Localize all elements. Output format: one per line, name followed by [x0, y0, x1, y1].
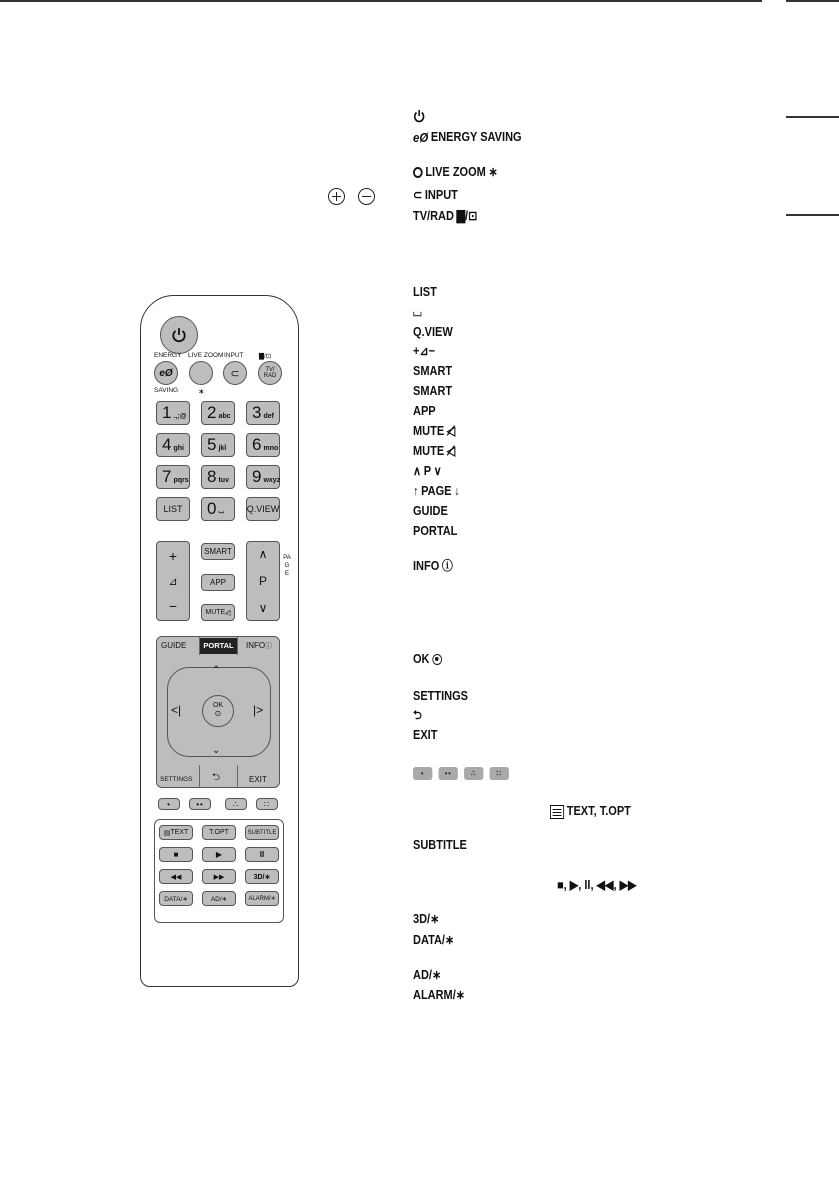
volume-down-icon[interactable]: −: [168, 598, 178, 614]
arrow-down-icon[interactable]: ⌄: [212, 745, 221, 756]
digit: 0: [207, 499, 217, 518]
info-icon: ⓘ: [441, 559, 453, 573]
legend-ok: [413, 652, 442, 667]
legend-live-zoom: [413, 165, 498, 180]
legend-text: LIVE ZOOM: [425, 165, 486, 179]
page-up-icon: ↑: [413, 484, 419, 498]
legend-text: ENERGY SAVING: [430, 130, 522, 144]
digit: 6: [252, 435, 262, 454]
legend-info: [413, 559, 453, 574]
back-icon: ⮌: [413, 708, 422, 722]
portal-button[interactable]: PORTAL: [200, 638, 237, 654]
number-button-7[interactable]: [156, 465, 190, 489]
number-button-2[interactable]: [201, 401, 235, 425]
input-button[interactable]: [223, 361, 247, 385]
page-down-icon: ↓: [454, 484, 460, 498]
legend-text: Q.VIEW: [413, 325, 453, 339]
alarm-button[interactable]: ALARM/∗: [245, 891, 279, 906]
number-button-3[interactable]: [246, 401, 280, 425]
legend-exit: [413, 728, 437, 743]
legend-text: SUBTITLE: [413, 838, 467, 852]
saving-label: SAVING: [154, 387, 179, 394]
legend-text: INFO: [413, 559, 440, 573]
side-tab-rule-top: [786, 116, 839, 118]
mute-icon: ◁̸: [446, 444, 456, 458]
back-button[interactable]: ⮌: [212, 772, 221, 783]
power-button[interactable]: [160, 316, 198, 354]
space-icon: ⌴: [218, 508, 225, 515]
legend-volume: [413, 344, 435, 359]
play-button[interactable]: ▶: [202, 847, 236, 862]
arrow-right-icon[interactable]: |>: [253, 703, 264, 717]
legend-text: TV/RAD: [413, 209, 454, 223]
legend-text-topt: [550, 804, 631, 819]
letters: ghi: [173, 444, 184, 452]
zoom-out-icon: [358, 188, 375, 205]
live-zoom-ring-icon: [413, 167, 423, 178]
color-button-3-icon: ∴: [464, 767, 483, 780]
live-zoom-label: LIVE ZOOM: [188, 352, 224, 359]
input-label: INPUT: [224, 352, 244, 359]
digit: 3: [252, 403, 262, 422]
legend-page: [413, 484, 460, 499]
chevron-up-icon: ∧: [413, 464, 422, 478]
tv-rad-button[interactable]: TV/ RAD: [258, 361, 282, 385]
legend-text: LIST: [413, 285, 437, 299]
color-button-4[interactable]: ∷: [256, 798, 278, 810]
legend-data: [413, 933, 454, 948]
text-label: TEXT: [170, 829, 189, 836]
legend-text: MUTE: [413, 444, 445, 458]
info-button[interactable]: [246, 641, 272, 651]
ad-button[interactable]: AD/∗: [202, 891, 236, 906]
number-button-4[interactable]: [156, 433, 190, 457]
settings-button[interactable]: SETTINGS: [160, 776, 193, 783]
tv-radio-icon: ▇/⊡: [456, 209, 478, 223]
space-icon: ⌴: [413, 305, 422, 319]
legend-text: APP: [413, 404, 436, 418]
letters: wxyz: [263, 476, 281, 484]
legend-smart-2: [413, 384, 452, 399]
letters: def: [263, 412, 274, 420]
letters: .,;@: [173, 412, 187, 420]
digit: 7: [162, 467, 172, 486]
number-button-8[interactable]: [201, 465, 235, 489]
color-button-4-icon: ∷: [490, 767, 509, 780]
legend-color-buttons: [413, 767, 512, 780]
legend-ad: [413, 968, 441, 983]
letters: abc: [218, 412, 231, 420]
program-rocker[interactable]: [246, 541, 280, 621]
legend-alarm: [413, 988, 465, 1003]
letters: mno: [263, 444, 279, 452]
rewind-button[interactable]: ◀◀: [159, 869, 193, 884]
legend-guide: [413, 504, 448, 519]
legend-settings: [413, 689, 468, 704]
legend-text: INPUT: [424, 188, 458, 202]
legend-mute-1: [413, 424, 455, 439]
letters: pqrs: [173, 476, 189, 484]
digit: 2: [207, 403, 217, 422]
info-icon: ⓘ: [265, 643, 273, 650]
legend-3d: [413, 912, 439, 927]
number-button-6[interactable]: [246, 433, 280, 457]
navigation-panel: [156, 636, 280, 788]
legend-text: TEXT, T.OPT: [566, 804, 631, 818]
energy-saving-button[interactable]: [154, 361, 178, 385]
mute-label: MUTE: [205, 609, 226, 616]
legend-app: [413, 404, 436, 419]
power-icon: [171, 327, 187, 343]
legend-text: SMART: [413, 364, 453, 378]
legend-text: EXIT: [413, 728, 438, 742]
teletext-icon: [550, 805, 564, 819]
arrow-left-icon[interactable]: <|: [171, 703, 182, 717]
top-rule-right: [786, 0, 839, 2]
letters: tuv: [218, 476, 229, 484]
legend-portal: [413, 524, 457, 539]
zoom-in-icon: [328, 188, 345, 205]
legend-text: OK: [413, 652, 430, 666]
legend-text: MUTE: [413, 424, 445, 438]
chevron-up-icon[interactable]: ∧: [258, 547, 268, 561]
color-button-3[interactable]: ∴: [225, 798, 247, 810]
media-panel: [154, 819, 284, 923]
3d-button[interactable]: 3D/∗: [245, 869, 279, 884]
teletext-icon: ▤: [163, 829, 171, 837]
color-button-2-icon: ••: [439, 767, 458, 780]
eco-icon: eØ: [413, 130, 429, 145]
legend-input: [413, 188, 458, 203]
data-button[interactable]: DATA/∗: [159, 891, 193, 906]
digit: 9: [252, 467, 262, 486]
digit: 8: [207, 467, 217, 486]
input-icon: ⊂: [413, 188, 423, 202]
input-icon: ⊂: [230, 367, 240, 380]
fast-forward-button[interactable]: ▶▶: [202, 869, 236, 884]
power-icon: [413, 109, 425, 123]
mute-button[interactable]: [201, 604, 235, 621]
legend-qview: [413, 325, 453, 340]
chevron-down-icon[interactable]: ∨: [258, 601, 268, 615]
energy-label: ENERGY: [154, 352, 182, 359]
top-rule: [0, 0, 762, 2]
legend-program: [413, 464, 442, 479]
legend-text: P: [423, 464, 432, 478]
list-button[interactable]: LIST: [156, 497, 190, 521]
number-button-5[interactable]: [201, 433, 235, 457]
side-tab-rule-bottom: [786, 214, 839, 216]
volume-up-icon[interactable]: +: [168, 548, 178, 564]
topt-button[interactable]: T.OPT: [202, 825, 236, 840]
legend-tv-rad: [413, 209, 477, 224]
legend-smart-1: [413, 364, 452, 379]
star-icon: ∗: [488, 165, 498, 179]
digit: 5: [207, 435, 217, 454]
legend-text: AD/∗: [413, 968, 442, 982]
color-button-1-icon: •: [413, 767, 432, 780]
legend-text: SMART: [413, 384, 453, 398]
ok-label: OK: [212, 702, 224, 709]
color-button-1[interactable]: •: [158, 798, 180, 810]
ok-icon: ⊙: [214, 709, 222, 718]
volume-icon: +⊿−: [413, 344, 436, 358]
arrow-up-icon[interactable]: ⌃: [212, 665, 221, 676]
legend-text: ALARM/∗: [413, 988, 465, 1002]
legend-power: [413, 109, 425, 123]
mute-icon: ◁̸: [446, 424, 456, 438]
mute-icon: ◁̸: [225, 609, 231, 617]
divider: [237, 637, 238, 655]
legend-text: DATA/∗: [413, 933, 455, 947]
legend-text: PORTAL: [413, 524, 458, 538]
exit-button[interactable]: EXIT: [249, 775, 267, 784]
legend-list: [413, 285, 437, 300]
legend-playback: [557, 878, 637, 893]
volume-icon: ⊿: [168, 575, 178, 588]
program-label: P: [258, 574, 267, 588]
page-vertical-label: PAGE: [283, 555, 291, 577]
legend-mute-2: [413, 444, 455, 459]
divider: [237, 765, 238, 788]
number-button-0[interactable]: [201, 497, 235, 521]
legend-back: [413, 708, 422, 723]
legend-text: 3D/∗: [413, 912, 440, 926]
playback-icons: ■, ▶, II, ◀◀, ▶▶: [557, 878, 637, 892]
smart-button[interactable]: SMART: [201, 543, 235, 560]
letters: jkl: [218, 444, 227, 452]
ok-button[interactable]: [202, 695, 234, 727]
legend-space: [413, 305, 422, 320]
pause-button[interactable]: II: [245, 847, 279, 862]
stop-button[interactable]: ■: [159, 847, 193, 862]
eco-icon: eØ: [159, 367, 173, 379]
digit: 4: [162, 435, 172, 454]
color-button-2[interactable]: ••: [189, 798, 211, 810]
digit: 1: [162, 403, 172, 422]
legend-text: SETTINGS: [413, 689, 469, 703]
info-label: INFO: [246, 641, 266, 650]
text-button[interactable]: [159, 825, 193, 840]
legend-text: PAGE: [421, 484, 452, 498]
legend-text: GUIDE: [413, 504, 448, 518]
live-zoom-button[interactable]: [189, 361, 213, 385]
ok-icon: [432, 654, 442, 665]
volume-rocker[interactable]: [156, 541, 190, 621]
number-button-9[interactable]: [246, 465, 280, 489]
legend-energy-saving: [413, 130, 522, 145]
app-button[interactable]: APP: [201, 574, 235, 591]
divider: [199, 765, 200, 788]
legend-subtitle: [413, 838, 467, 853]
number-button-1[interactable]: [156, 401, 190, 425]
chevron-down-icon: ∨: [433, 464, 442, 478]
subtitle-button[interactable]: SUBTITLE: [245, 825, 279, 840]
guide-button[interactable]: GUIDE: [161, 641, 187, 650]
remote-control-illustration: [140, 295, 299, 987]
tv-rad-top-label: ▇/⊡: [259, 353, 272, 360]
star-label: ∗: [198, 387, 205, 396]
qview-button[interactable]: Q.VIEW: [246, 497, 280, 521]
